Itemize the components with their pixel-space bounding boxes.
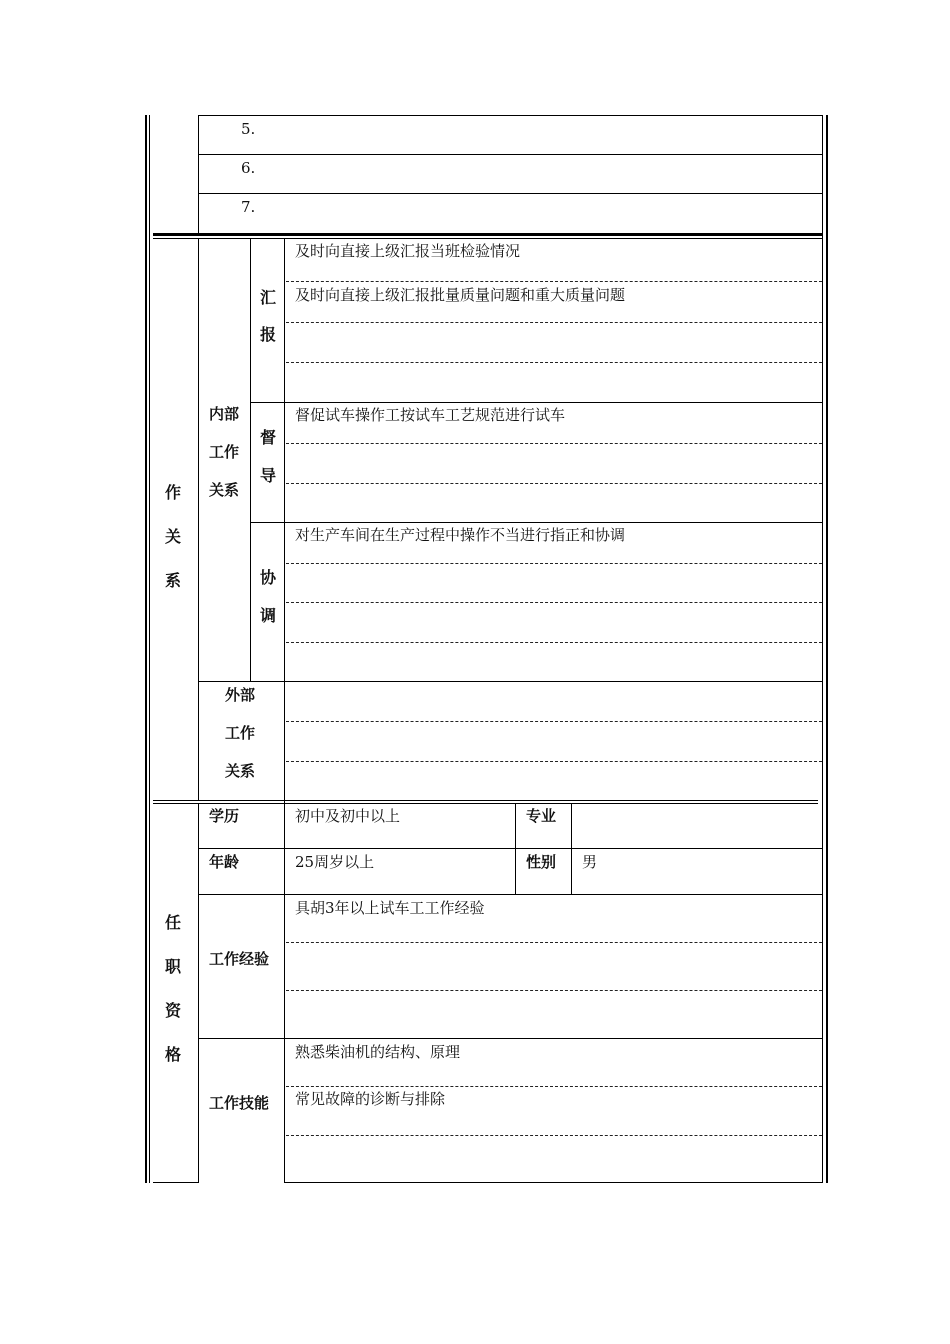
dashed-line	[286, 563, 822, 564]
gender-label: 性别	[526, 853, 557, 871]
external-relations-label: 外部	[225, 686, 256, 704]
gender-value: 男	[582, 853, 598, 871]
item-number: 7.	[241, 198, 256, 216]
row-separator	[198, 894, 823, 895]
section-separator-thin	[153, 803, 818, 804]
item-number: 5.	[241, 120, 256, 138]
report-line: 及时向直接上级汇报批量质量问题和重大质量问题	[295, 286, 626, 304]
dashed-line	[286, 322, 822, 323]
column-divider	[571, 803, 572, 895]
column-divider	[284, 238, 285, 1183]
external-relations-label: 工作	[225, 724, 256, 742]
column-divider	[515, 803, 516, 895]
section-label-char: 关	[164, 527, 181, 546]
dashed-line	[286, 483, 822, 484]
row-separator	[250, 402, 823, 403]
skills-label: 工作技能	[209, 1094, 270, 1112]
dashed-line	[286, 281, 822, 282]
dashed-line	[286, 602, 822, 603]
section-separator-thin	[153, 238, 823, 239]
skills-line: 常见故障的诊断与排除	[295, 1090, 446, 1108]
coordinate-label-char: 协	[259, 568, 276, 587]
dashed-line	[286, 362, 822, 363]
column-divider	[250, 238, 251, 681]
section-separator-thin	[153, 800, 818, 801]
row-separator	[198, 848, 823, 849]
section-label-char: 作	[164, 483, 181, 502]
section-label-char: 资	[164, 1001, 181, 1020]
dashed-line	[286, 642, 822, 643]
report-line: 及时向直接上级汇报当班检验情况	[295, 242, 521, 260]
supervise-label-char: 导	[259, 466, 276, 485]
column-divider	[198, 238, 199, 801]
right-border-outer	[826, 115, 828, 1183]
column-divider	[198, 803, 199, 1183]
bottom-border	[284, 1182, 823, 1183]
right-border-inner	[822, 115, 823, 1183]
skills-line: 熟悉柴油机的结构、原理	[295, 1043, 461, 1061]
left-border-outer	[145, 115, 147, 1183]
top-border	[199, 115, 823, 116]
bottom-border-left	[153, 1182, 198, 1183]
internal-relations-label: 内部	[209, 405, 240, 423]
external-relations-label: 关系	[225, 762, 256, 780]
major-label: 专业	[526, 807, 557, 825]
dashed-line	[286, 761, 822, 762]
report-label-char: 汇	[259, 288, 276, 307]
row-separator	[198, 681, 823, 682]
education-value: 初中及初中以上	[295, 807, 401, 825]
section-separator-thick	[153, 233, 823, 236]
age-value: 25周岁以上	[295, 853, 375, 871]
coordinate-line: 对生产车间在生产过程中操作不当进行指正和协调	[295, 526, 626, 544]
education-label: 学历	[209, 807, 240, 825]
supervise-line: 督促试车操作工按试车工艺规范进行试车	[295, 406, 566, 424]
dashed-line	[286, 721, 822, 722]
dashed-line	[286, 1086, 822, 1087]
dashed-line	[286, 990, 822, 991]
section-label-char: 系	[164, 571, 181, 590]
report-label-char: 报	[259, 325, 276, 344]
left-border-inner	[149, 115, 150, 1183]
supervise-label-char: 督	[259, 428, 276, 447]
internal-relations-label: 工作	[209, 443, 240, 461]
section-label-char: 职	[164, 957, 181, 976]
row-separator	[250, 522, 823, 523]
section-label-char: 任	[164, 913, 181, 932]
row-separator	[199, 193, 823, 194]
experience-label: 工作经验	[209, 950, 270, 968]
dashed-line	[286, 443, 822, 444]
section-label-char: 格	[164, 1045, 181, 1064]
coordinate-label-char: 调	[259, 606, 276, 625]
experience-line: 具胡3年以上试车工工作经验	[295, 899, 485, 917]
row-separator	[199, 154, 823, 155]
column-divider	[198, 115, 199, 234]
internal-relations-label: 关系	[209, 481, 240, 499]
item-number: 6.	[241, 159, 256, 177]
dashed-line	[286, 1135, 822, 1136]
row-separator	[198, 1038, 823, 1039]
age-label: 年龄	[209, 853, 240, 871]
dashed-line	[286, 942, 822, 943]
